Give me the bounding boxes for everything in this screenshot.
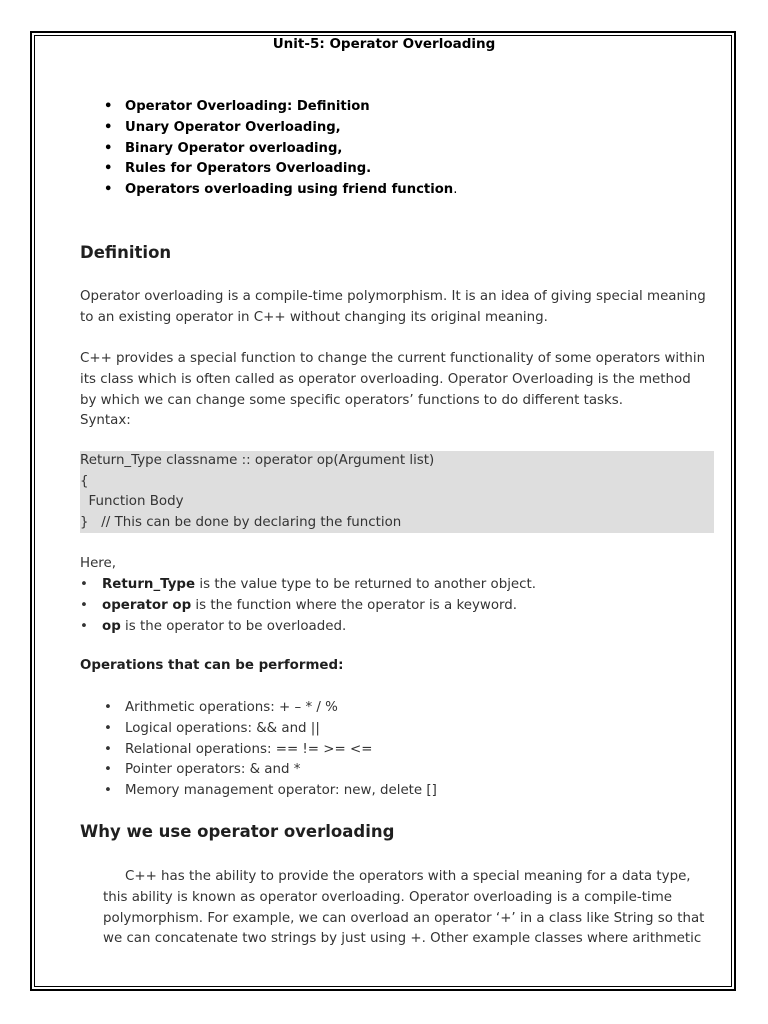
definition-heading: Definition (80, 243, 172, 262)
list-item: • Arithmetic operations: + – * / % (101, 698, 437, 719)
list-item: • Pointer operators: & and * (101, 760, 437, 781)
why-paragraph: C++ has the ability to provide the operators with a special meaning for a data type, this ability is known as operator overloading. Operator overloading is a compile-time polymorphism. For example, we can overload an operator ‘+’ in a class like String so that we can concatenate two strings by just using +. Other example classes where arithmetic (103, 869, 705, 947)
topic-item: • Unary Operator Overloading, (101, 118, 457, 139)
syntax-explanation-list (80, 574, 536, 637)
topic-item: • Rules for Operators Overloading. (101, 159, 457, 180)
definition-paragraph-2: C++ provides a special function to change the current functionality of some operators within its class which is often called as operator overloading. Operator Overloading is the method by which we can change some specific operators’ functions to do different tasks. Syntax: (80, 351, 706, 429)
list-item: • operator op is the function where the operator is a keyword. (80, 595, 536, 616)
code-line: Function Body (80, 494, 184, 510)
topic-item: • Operators overloading using friend function. (101, 180, 457, 201)
here-label: Here, (80, 556, 117, 571)
topic-item: • Operator Overloading: Definition (101, 97, 457, 118)
list-item: • op is the operator to be overloaded. (80, 616, 536, 637)
list-item: • Relational operations: == != >= <= (101, 740, 437, 761)
definition-paragraph-1: Operator overloading is a compile-time polymorphism. It is an idea of giving special meaning to an existing operator in C++ without changing its original meaning. (80, 289, 706, 325)
operations-heading: Operations that can be performed: (80, 658, 344, 673)
operations-list (101, 698, 437, 802)
topics-list (101, 97, 457, 201)
page-title: Unit-5: Operator Overloading (272, 36, 496, 52)
code-line: Return_Type classname :: operator op(Argument list) (80, 453, 435, 468)
syntax-code-block (80, 451, 714, 533)
topic-item: • Binary Operator overloading, (101, 139, 457, 160)
list-item: • Return_Type is the value type to be returned to another object. (80, 574, 536, 595)
why-heading: Why we use operator overloading (80, 822, 395, 841)
code-line: } // This can be done by declaring the function (80, 514, 402, 530)
code-line: { (80, 473, 89, 489)
list-item: • Memory management operator: new, delete [] (101, 781, 437, 802)
list-item: • Logical operations: && and || (101, 719, 437, 740)
